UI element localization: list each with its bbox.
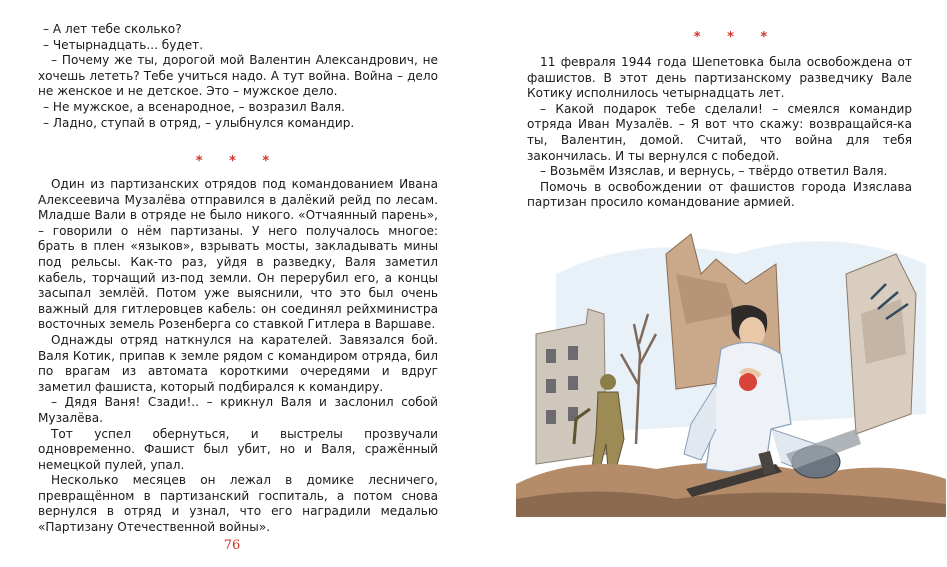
page-number: 76 [223,538,241,553]
paragraph: Несколько месяцев он лежал в домике лесничего, превращённом в партизанский госпиталь, а потом снова вернулся в отряд и узнал, что его наградили медалью «Партизану Отечественной войны». [38,473,438,535]
paragraph: Тот успел обернуться, и выстрелы прозвучали одновременно. Фашист был убит, но и Валя, сражённый немецкой пулей, упал. [38,426,438,472]
paragraph: – Дядя Ваня! Сзади!.. – крикнул Валя и заслонил собой Музалёва. [38,395,438,425]
story-block [38,177,438,536]
paragraph: 11 февраля 1944 года Шепетовка была освобождена от фашистов. В этот день партизанскому разведчику Вале Котику исполнилось четырнадцать лет. [527,55,912,101]
dialogue-block [38,22,438,131]
paragraph: – Возьмём Изяслав, и вернусь, – твёрдо ответил Валя. [540,164,888,179]
dialogue-line: – Не мужское, а всенародное, – возразил Валя. [43,99,345,114]
section-separator: * * * [693,30,779,45]
paragraph: Один из партизанских отрядов под командованием Ивана Алексеевича Музалёва отправился в далёкий рейд по лесам. Младше Вали в отряде не было никого. «Отчаянный парень», – говорили о нём партизаны. У него получалось многое: брать в плен «языков», взрывать мосты, закладывать мины под рельсы. Как-то раз, уйдя в разведку, Валя заметил кабель, торчащий из-под земли. Он перерубил его, а концы засыпал землёй. Потом уже выяснили, что это был очень важный для гитлеровцев кабель: он соединял рейхминистра восточных земель Розенберга со ставкой Гитлера в Варшаве. [38,177,438,332]
paragraph: Однажды отряд наткнулся на карателей. Завязался бой. Валя Котик, припав к земле рядом с командиром отряда, бил по врагам из автомата короткими очередями и вдруг заметил фашиста, который подбирался к командиру. [38,332,438,394]
paragraph: – Какой подарок тебе сделали! – смеялся командир отряда Иван Музалёв. – Я вот что скажу: возвращайся-ка ты, Валентин, домой. Считай, что война для тебя закончилась. И ты вернулся с победой. [527,101,912,163]
section-separator: * * * [195,154,281,169]
dialogue-line: – Ладно, ступай в отряд, – улыбнулся командир. [43,115,355,130]
dialogue-line: – Почему же ты, дорогой мой Валентин Александрович, не хочешь лететь? Тебе учиться надо. А тут война. Война – дело не женское и не детское. Это – мужское дело. [38,53,438,99]
dialogue-line: – Четырнадцать... будет. [43,37,204,52]
story-block-right [527,55,912,211]
paragraph: Помочь в освобождении от фашистов города Изяслава партизан просило командование армией. [527,179,912,210]
wounded-boy-illustration [516,214,946,517]
dialogue-line: – А лет тебе сколько? [43,22,182,36]
